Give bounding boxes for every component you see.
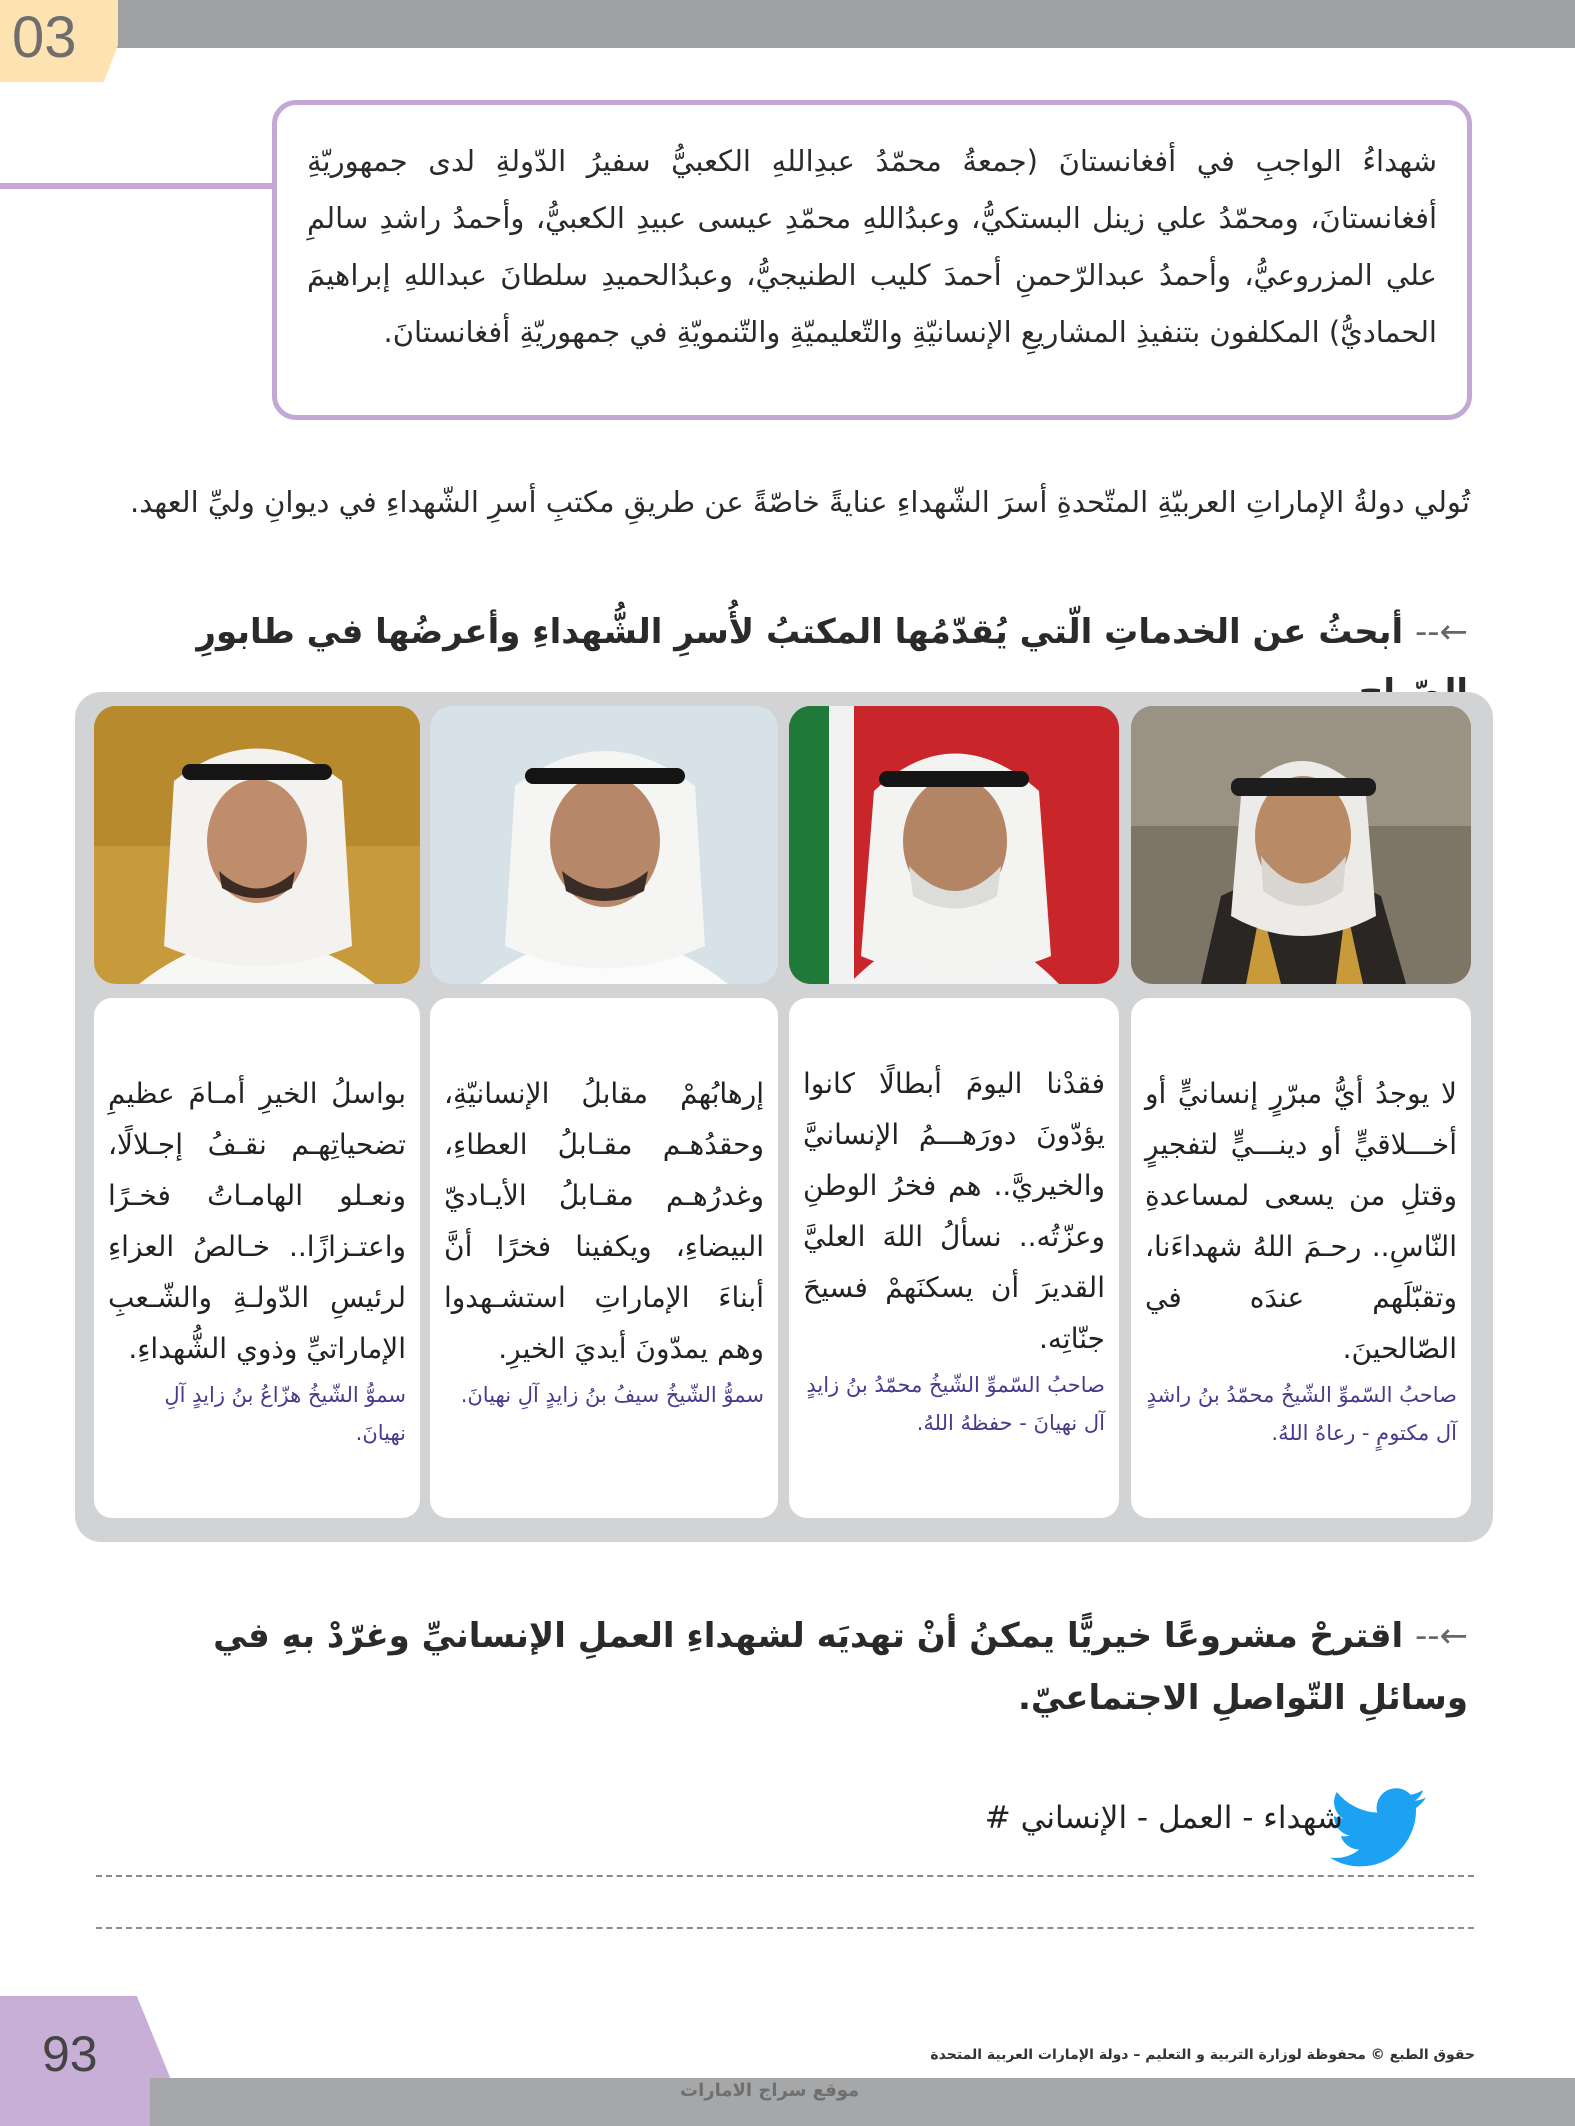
quote-card-4	[94, 998, 420, 1518]
hashtag: شهداء - العمل - الإنساني #	[984, 1800, 1343, 1836]
chapter-number: 03	[12, 5, 77, 70]
top-bar	[0, 0, 1575, 48]
answer-line-1[interactable]	[96, 1875, 1474, 1877]
intro-paragraph: تُولي دولةُ الإماراتِ العربيّةِ المتّحدةِ أسرَ الشّهداءِ عنايةً خاصّةً عن طريقِ مكتبِ أسرِ الشّهداءِ في ديوانِ وليِّ العهد.	[129, 485, 1470, 519]
quote-author: سموُّ الشّيخُ سيفُ بنُ زايدٍ آلِ نهيانَ.	[460, 1383, 764, 1407]
arrow-icon: ←--	[1414, 612, 1468, 652]
quote-author: صاحبُ السّموِّ الشّيخُ محمّدُ بنُ راشدٍ آل مكتومٍ - رعاهُ اللهُ.	[1146, 1383, 1457, 1445]
page-number: 93	[42, 2026, 98, 2082]
copyright-notice: حقوق الطبع © محفوظة لوزارة التربية و التعليم – دولة الإمارات العربية المتحدة	[930, 2047, 1475, 2063]
quote-text: لا يوجدُ أيُّ مبرّرٍ إنسانيٍّ أو أخـــلاقيٍّ أو دينـــيٍّ لتفجيرٍ وقتلِ من يسعى لمساعدةِ النّاسِ.. رحـمَ اللهُ شهداءَنا، وتقبّلَهم عندَه في الصّالحينَ.	[1145, 1077, 1457, 1365]
task-two-text: اقترحْ مشروعًا خيريًّا يمكنُ أنْ تهديَه لشهداءِ العملِ الإنسانيِّ وغرّدْ بهِ في وسائلِ التّواصلِ الاجتماعيّ.	[213, 1616, 1468, 1718]
info-box-text: شهداءُ الواجبِ في أفغانستانَ (جمعةُ محمّدُ عبدِاللهِ الكعبيُّ سفيرُ الدّولةِ لدى جمهوريّةِ أفغانستانَ، ومحمّدُ علي زينل البستكيُّ، وعبدُاللهِ محمّدِ عيسى عبيدِ الكعبيُّ، وأحمدُ راشدِ سالمِ علي المزروعيُّ، وأحمدُ عبدالرّحمنِ أحمدَ كليب الطنيجيُّ، وعبدُالحميدِ سلطانَ عبداللهِ إبراهيمَ الحماديُّ) المكلفون بتنفيذِ المشاريعِ الإنسانيّةِ والتّعليميّةِ والتّنمويّةِ في جمهوريّةِ أفغانستانَ.	[307, 144, 1437, 349]
portrait-photo-4	[94, 706, 420, 984]
task-two	[100, 1605, 1468, 1729]
portrait-photo-3	[430, 706, 778, 984]
decorative-line	[0, 183, 272, 189]
quote-card-3	[430, 998, 778, 1518]
task-one-text: أبحثُ عن الخدماتِ الّتي يُقدّمُها المكتبُ لأُسرِ الشُّهداءِ وأعرضُها في طابورِ	[196, 612, 1404, 652]
twitter-bird-icon	[1330, 1788, 1426, 1868]
quote-text: إرهابُهمْ مقابلُ الإنسانيّةِ، وحقدُهـم مقـابلُ العطاءِ، وغدرُهـم مقـابلُ الأيـاديّ البيضاءِ، ويكفينا فخرًا أنَّ أبناءَ الإماراتِ استشـهدوا وهم يمدّونَ أيديَ الخيرِ.	[444, 1077, 764, 1365]
footer-watermark: موقع سراج الامارات	[680, 2080, 860, 2101]
answer-line-2[interactable]	[96, 1927, 1474, 1929]
info-box	[272, 100, 1472, 420]
quote-author: صاحبُ السّموِّ الشّيخُ محمّدُ بنُ زايدٍ آل نهيانَ - حفظهُ اللهُ.	[806, 1373, 1105, 1435]
arrow-icon: ←--	[1414, 1616, 1468, 1656]
portrait-photo-1	[1131, 706, 1471, 984]
footer-bar	[150, 2078, 1575, 2126]
portrait-photo-2	[789, 706, 1119, 984]
quote-card-1	[1131, 998, 1471, 1518]
quote-text: فقدْنا اليومَ أبطالًا كانوا يؤدّونَ دورَهـــمُ الإنسانيَّ والخيريَّ.. هم فخرُ الوطنِ وعزّتُه.. نسألُ اللهَ العليَّ القديرَ أن يسكنَهمْ فسيحَ جنّاتِه.	[803, 1067, 1105, 1355]
quote-card-2	[789, 998, 1119, 1518]
quote-text: بواسلُ الخيرِ أمـامَ عظيمِ تضحياتِهـم نقـفُ إجـلالًا، ونعـلو الهامـاتُ فخـرًا واعتـزازًا.. خـالصُ العزاءِ لرئيسِ الدّولـةِ والشّـعبِ الإماراتيِّ وذوي الشُّهداءِ.	[108, 1077, 406, 1365]
quote-author: سموُّ الشّيخُ هزّاعُ بنُ زايدٍ آلِ نهيانَ.	[164, 1383, 406, 1445]
